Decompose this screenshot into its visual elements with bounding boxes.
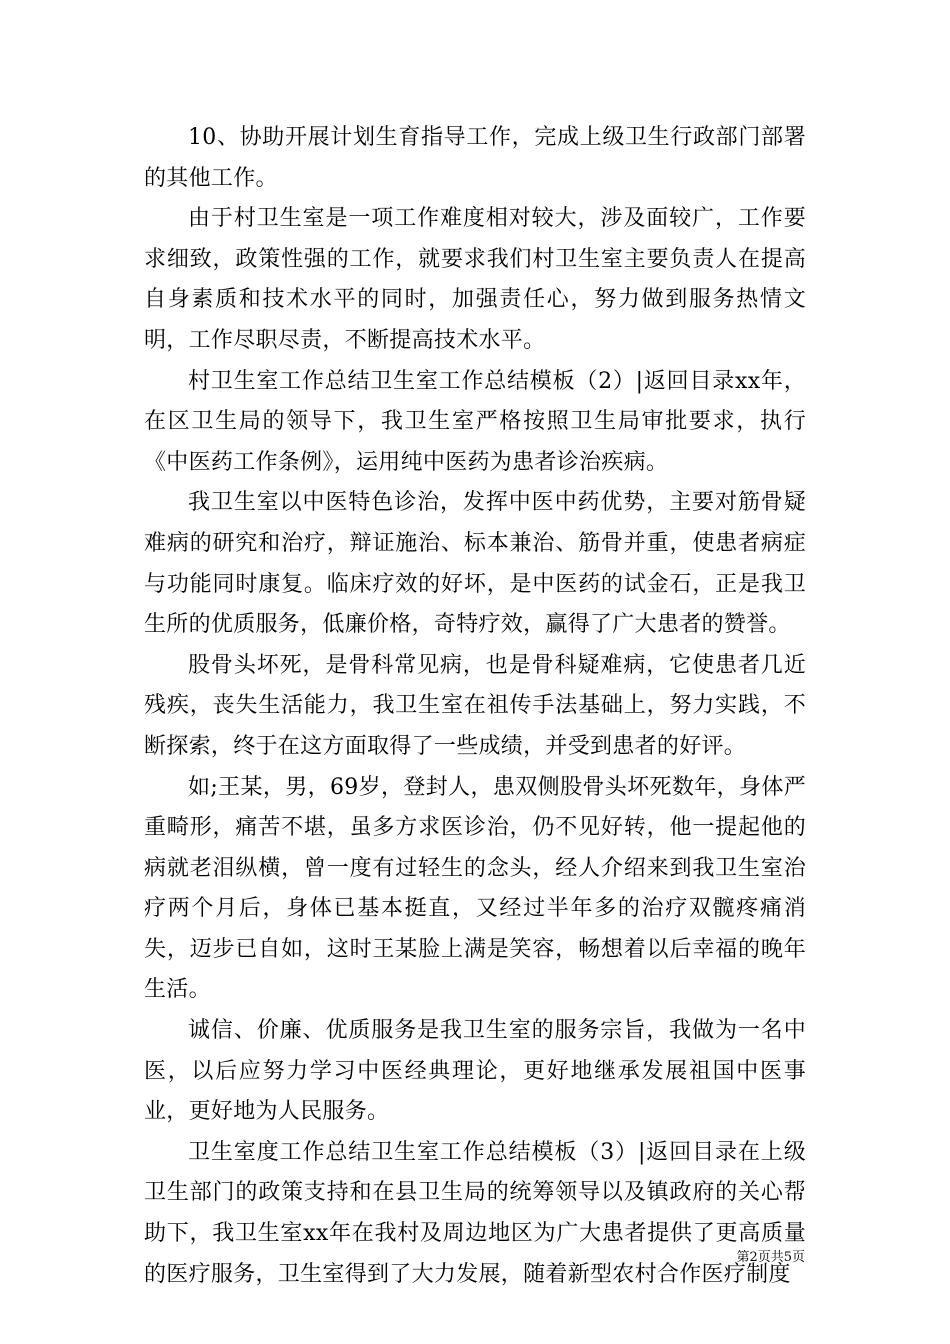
paragraph-8: 卫生室度工作总结卫生室工作总结模板（3）|返回目录在上级卫生部门的政策支持和在县卫生局的统筹领导以及镇政府的关心帮助下，我卫生室xx年在我村及周边地区为广大患者提供了更高质量的医疗服务，卫生室得到了大力发展，随着新型农村合作医疗制度 (144, 1139, 806, 1287)
paragraph-3: 村卫生室工作总结卫生室工作总结模板（2）|返回目录xx年，在区卫生局的领导下，我卫生室严格按照卫生局审批要求，执行《中医药工作条例》，运用纯中医药为患者诊治疾病。 (144, 368, 806, 475)
paragraph-7: 诚信、价廉、优质服务是我卫生室的服务宗旨，我做为一名中医，以后应努力学习中医经典理论，更好地继承发展祖国中医事业，更好地为人民服务。 (144, 1018, 806, 1125)
document-body (144, 118, 806, 1295)
paragraph-4: 我卫生室以中医特色诊治，发挥中医中药优势，主要对筋骨疑难病的研究和治疗，辩证施治、标本兼治、筋骨并重，使患者病症与功能同时康复。临床疗效的好坏，是中医药的试金石，正是我卫生所的优质服务，低廉价格，奇特疗效，赢得了广大患者的赞誉。 (144, 490, 806, 638)
paragraph-1: 10、协助开展计划生育指导工作，完成上级卫生行政部门部署的其他工作。 (144, 125, 806, 191)
paragraph-2: 由于村卫生室是一项工作难度相对较大，涉及面较广，工作要求细致，政策性强的工作，就要求我们村卫生室主要负责人在提高自身素质和技术水平的同时，加强责任心，努力做到服务热情文明，工作尽职尽责，不断提高技术水平。 (144, 206, 806, 353)
page-number: 第2页共5页 (736, 1250, 805, 1265)
paragraph-5: 股骨头坏死，是骨科常见病，也是骨科疑难病，它使患者几近残疾，丧失生活能力，我卫生室在祖传手法基础上，努力实践，不断探索，终于在这方面取得了一些成绩，并受到患者的好评。 (144, 652, 806, 759)
paragraph-6: 如;王某，男，69岁，登封人，患双侧股骨头坏死数年，身体严重畸形，痛苦不堪，虽多方求医诊治，仍不见好转，他一提起他的病就老泪纵横，曾一度有过轻生的念头，经人介绍来到我卫生室治疗两个月后，身体已基本挺直，又经过半年多的治疗双髋疼痛消失，迈步已自如，这时王某脸上满是笑容，畅想着以后幸福的晚年生活。 (144, 774, 806, 1003)
